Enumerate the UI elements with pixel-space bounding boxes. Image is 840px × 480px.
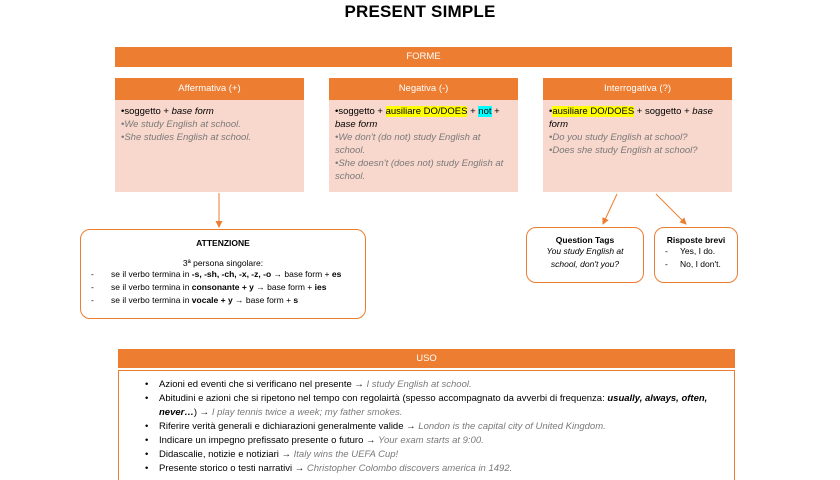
negativa-example: •She doesn't (does not) study English at school. <box>335 158 504 182</box>
uso-box <box>118 370 735 480</box>
attenzione-subtitle: 3ª persona singolare: <box>182 258 264 268</box>
risposte-brevi-box <box>654 227 738 283</box>
interrogativa-example: •Do you study English at school? <box>549 132 688 143</box>
negativa-rule: •soggetto + ausiliare DO/DOES + not + base form <box>335 106 500 130</box>
negativa-example: •We don't (do not) study English at school. <box>335 132 481 156</box>
interrogativa-column <box>543 78 732 192</box>
attenzione-rule: - se il verbo termina in -s, -sh, -ch, -x, -z, -o → base form + es <box>91 269 342 279</box>
affermativa-rule: •soggetto + base form <box>121 106 214 117</box>
arrow-to-risposte-brevi <box>656 194 686 224</box>
negativa-column <box>329 78 518 192</box>
page-title: PRESENT SIMPLE <box>344 2 496 21</box>
uso-item: • Presente storico o testi narrativi → Christopher Colombo discovers america in 1492. <box>145 463 513 474</box>
attenzione-box <box>80 229 366 319</box>
affermativa-header: Affermativa (+) <box>115 78 304 100</box>
affermativa-column <box>115 78 304 192</box>
attenzione-rule: - se il verbo termina in consonante + y → base form + ies <box>91 282 327 292</box>
risposte-brevi-title: Risposte brevi <box>666 235 726 245</box>
affermativa-example: •She studies English at school. <box>121 132 252 143</box>
attenzione-title: ATTENZIONE <box>196 238 250 248</box>
uso-item: • Abitudini e azioni che si ripetono nel tempo con regolairtà (spesso accompagnato da avverbi di frequenza: usually, always, often, never…) → I play tennis twice a week; my father smokes. <box>145 393 708 418</box>
interrogativa-header: Interrogativa (?) <box>543 78 732 100</box>
interrogativa-rule: •ausiliare DO/DOES + soggetto + base form <box>549 106 713 130</box>
question-tags-example: You study English at school, don't you? <box>546 246 624 269</box>
uso-item: • Azioni ed eventi che si verificano nel presente → I study English at school. <box>145 379 472 390</box>
interrogativa-example: •Does she study English at school? <box>549 145 698 156</box>
uso-item: • Didascalie, notizie e notiziari → Italy wins the UEFA Cup! <box>145 449 399 460</box>
uso-header: USO <box>118 349 735 368</box>
risposte-brevi-item: - No, I don't. <box>665 259 721 269</box>
interrogativa-body <box>543 100 732 192</box>
arrow-to-question-tags <box>603 194 617 224</box>
negativa-header: Negativa (-) <box>329 78 518 100</box>
affermativa-example: •We study English at school. <box>121 119 241 130</box>
negativa-body <box>329 100 518 192</box>
question-tags-box <box>526 227 644 283</box>
affermativa-body <box>115 100 304 192</box>
uso-item: • Riferire verità generali e dichiarazioni generalmente valide → London is the capital city of United Kingdom. <box>145 421 606 432</box>
forme-header: FORME <box>115 47 732 67</box>
risposte-brevi-item: - Yes, I do. <box>665 246 716 256</box>
question-tags-title: Question Tags <box>555 235 615 245</box>
attenzione-rule: - se il verbo termina in vocale + y → base form + s <box>91 295 299 305</box>
uso-item: • Indicare un impegno prefissato presente o futuro → Your exam starts at 9:00. <box>145 435 484 446</box>
